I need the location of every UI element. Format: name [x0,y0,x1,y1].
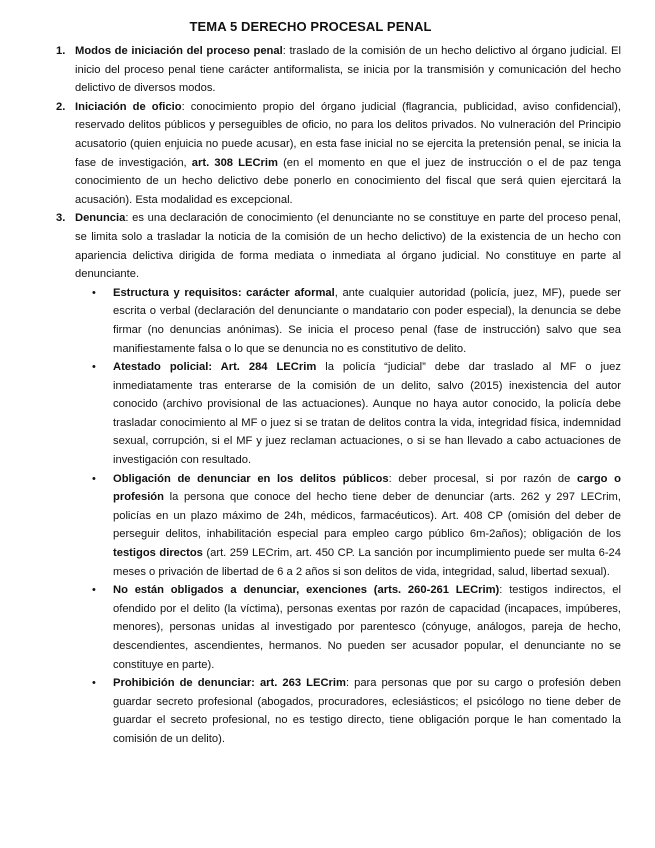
bullet-icon: • [92,472,96,485]
item-text: : conocimiento propio del órgano judicial (flagrancia, publicidad, aviso confidencial), reservado delitos públicos y perseguibles de oficio, no para los delitos privados. No vulneración del Principio acusatorio (quien enjuicia no puede acusar), en esta fase inicial no se ejercita la pretensión penal, se inicia la fase de investigación, [75,100,621,169]
bullet-icon: • [92,286,96,299]
list-item [0,98,621,210]
item-heading: Denuncia [75,212,126,225]
bullet-text: , ante cualquier autoridad (policía, juez, MF), puede ser escrita o verbal (declaración del denunciante o mandatario con poder especial), la denuncia se debe firmar (no denuncias anónimas). Se inicia el proceso penal (fase de instrucción) salvo que sea manifiestamente falsa o lo que se denuncia no es constitutivo de delito. [113,286,621,355]
bullet-text: : deber procesal, si por razón de [388,472,578,485]
bullet-text: la policía “judicial” debe dar traslado al MF o juez inmediatamente tras enterarse de la comisión de un delito, salvo (2015) inexistencia del autor conocido (archivo provisional de las actuaciones). Aunque no haya autor conocido, la policía debe trasladar conocimiento al MF o juez si se tratan de delitos contra la vida, integridad física, indemnidad sexual, corrupción, si el MF y juez reclaman actuaciones, o si se han llevado a cabo actuaciones de investigación con resultado. [113,361,621,467]
numbered-list [0,42,621,749]
item-text: (en el momento en que el juez de instrucción o el de paz tenga conocimiento de un hecho delictivo debe ponerlo en conocimiento del fiscal que será quien ejercitará la acusación). Esta modalidad es excepcional. [75,156,622,206]
bullet-item [0,284,621,358]
bullet-emphasis: testigos directos [113,547,203,560]
item-text: : es una declaración de conocimiento (el denunciante no se constituye en parte del proceso penal, se limita solo a trasladar la noticia de la comisión de un hecho delictivo) de la existencia de un hecho con apariencia delictiva dirigida de forma mediata o inmediata al órgano judicial. No constituye en parte al denunciante. [75,212,621,281]
bullet-list [75,284,621,749]
bullet-item [0,674,621,748]
page-title: TEMA 5 DERECHO PROCESAL PENAL [189,19,432,34]
bullet-item [0,470,621,582]
bullet-text: : testigos indirectos, el ofendido por el delito (la víctima), personas exentas por razón de capacidad (incapaces, impúberes, menores), personas unidas al investigado por parentesco (cónyuge, análogos, pareja de hecho, descendientes, ascendientes, hermanos. No pueden ser acusador popular, el denunciante no se constituye en parte). [113,584,622,671]
bullet-heading: Obligación de denunciar en los delitos públicos [113,472,389,485]
bullet-item [0,358,621,470]
bullet-icon: • [92,361,96,374]
bullet-icon: • [92,584,96,597]
item-emphasis: art. 308 LECrim [191,156,278,169]
item-number: 2. [56,100,66,113]
bullet-emphasis: cargo o profesión [113,472,621,504]
bullet-item [0,581,621,674]
bullet-heading: Estructura y requisitos: carácter aformal [113,286,335,299]
bullet-heading: Prohibición de denunciar: art. 263 LECrim [113,677,346,690]
list-item [0,42,621,98]
item-heading: Iniciación de oficio [75,100,182,113]
bullet-heading: Atestado policial: Art. 284 LECrim [113,361,317,374]
item-heading: Modos de iniciación del proceso penal [75,45,283,57]
bullet-icon: • [92,677,96,690]
bullet-text: : para personas que por su cargo o profesión deben guardar secreto profesional (abogados, procuradores, eclesiásticos; el psicólogo no tiene deber de guardar el secreto profesional, no es testigo directo, tiene obligación porque le han comentado la comisión de un delito). [113,677,621,745]
bullet-text: (art. 259 LECrim, art. 450 CP. La sanción por incumplimiento puede ser multa 6-24 meses o privación de libertad de 6 a 2 años si son delitos de vida, integridad, salud, libertad sexual). [113,547,621,578]
item-text: : traslado de la comisión de un hecho delictivo al órgano judicial. El inicio del proceso penal tiene carácter antiformalista, se inicia por la transmisión y comunicación del hecho delictivo de diversos modos. [75,45,621,95]
item-number: 1. [56,45,66,57]
bullet-text: la persona que conoce del hecho tiene deber de denunciar (arts. 262 y 297 LECrim, policías en un plazo máximo de 24h, médicos, farmacéuticos). Art. 408 CP (omisión del deber de perseguir delitos, inhabilitación especial para empleo cargo público 6m-2años); obligación de los [113,491,621,541]
bullet-heading: No están obligados a denunciar, exenciones (arts. 260-261 LECrim) [113,584,500,597]
item-number: 3. [56,212,66,225]
list-item [0,209,621,748]
